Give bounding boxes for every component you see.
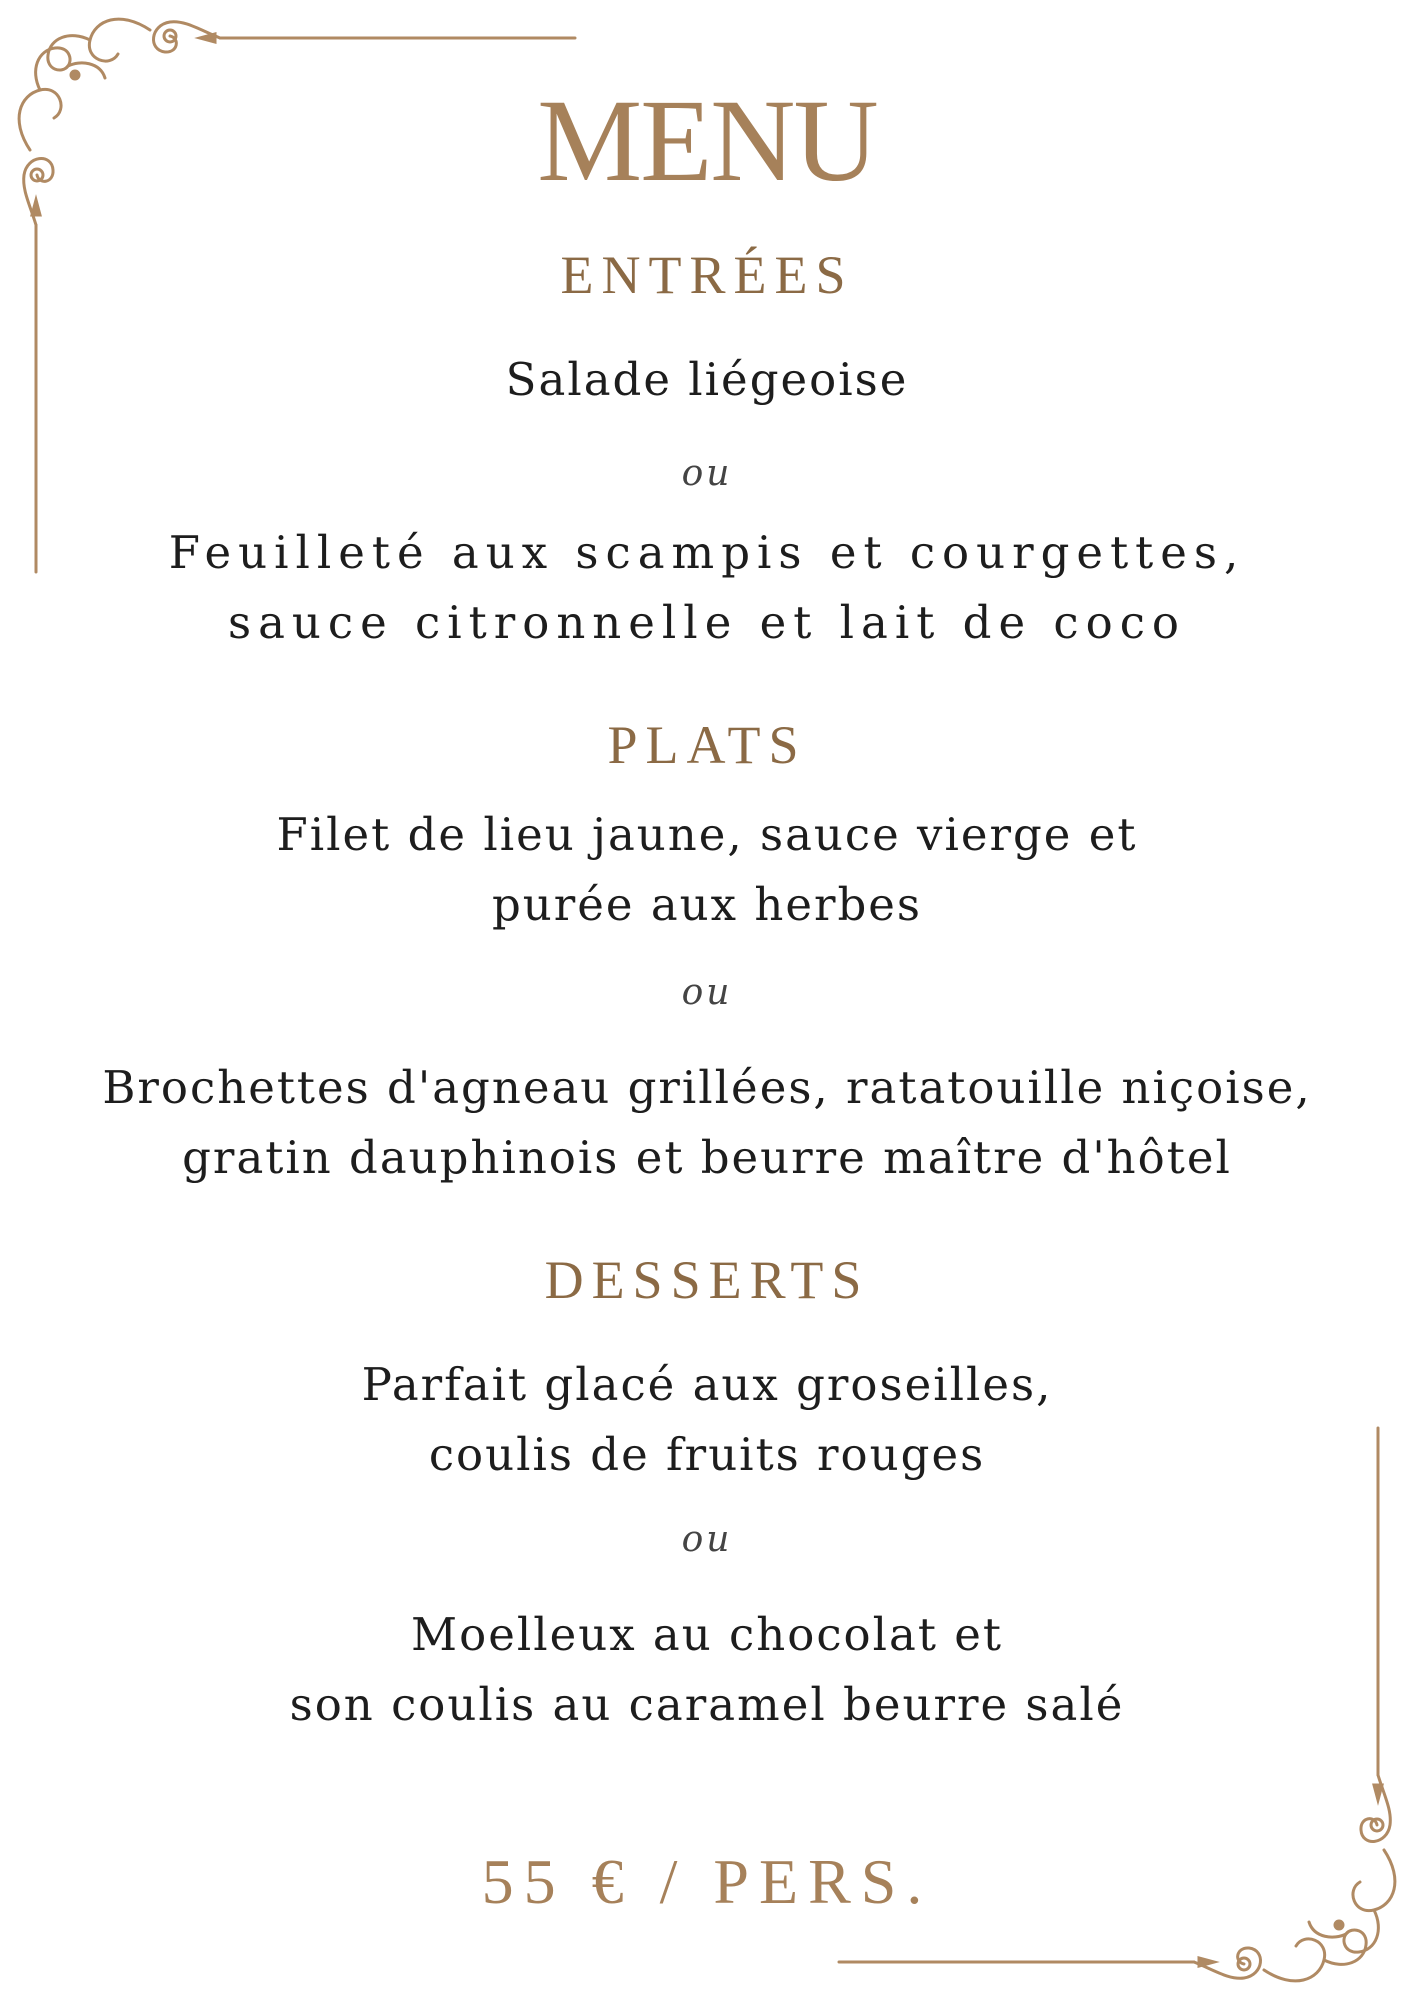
menu-title: MENU bbox=[537, 75, 877, 206]
section-heading-plats: PLATS bbox=[607, 715, 807, 775]
section-heading-desserts: DESSERTS bbox=[544, 1250, 870, 1310]
dish-line: Parfait glacé aux groseilles, bbox=[361, 1358, 1053, 1411]
dish-line: Salade liégeoise bbox=[505, 353, 909, 406]
dish-dessert-2 bbox=[0, 1600, 1414, 1740]
dish-line: son coulis au caramel beurre salé bbox=[289, 1678, 1125, 1731]
dish-entree-2 bbox=[0, 518, 1414, 658]
dish-line: Brochettes d'agneau grillées, ratatouille niçoise, bbox=[102, 1061, 1312, 1114]
separator-ou: ou bbox=[681, 453, 733, 494]
dish-line: Filet de lieu jaune, sauce vierge et bbox=[276, 808, 1138, 861]
dish-line: sauce citronnelle et lait de coco bbox=[228, 596, 1186, 649]
dish-dessert-1 bbox=[0, 1350, 1414, 1490]
separator-ou: ou bbox=[681, 1519, 733, 1560]
price-per-person: 55 € / PERS. bbox=[481, 1846, 933, 1917]
dish-line: coulis de fruits rouges bbox=[428, 1428, 986, 1481]
dish-plat-1 bbox=[0, 800, 1414, 940]
section-heading-entrees: ENTRÉES bbox=[560, 245, 854, 305]
dish-line: Feuilleté aux scampis et courgettes, bbox=[168, 526, 1246, 579]
dish-line: gratin dauphinois et beurre maître d'hôtel bbox=[182, 1131, 1232, 1184]
dish-entree-1 bbox=[0, 345, 1414, 415]
separator-ou: ou bbox=[681, 972, 733, 1013]
dish-plat-2 bbox=[0, 1053, 1414, 1193]
dish-line: Moelleux au chocolat et bbox=[411, 1608, 1003, 1661]
dish-line: purée aux herbes bbox=[491, 878, 922, 931]
